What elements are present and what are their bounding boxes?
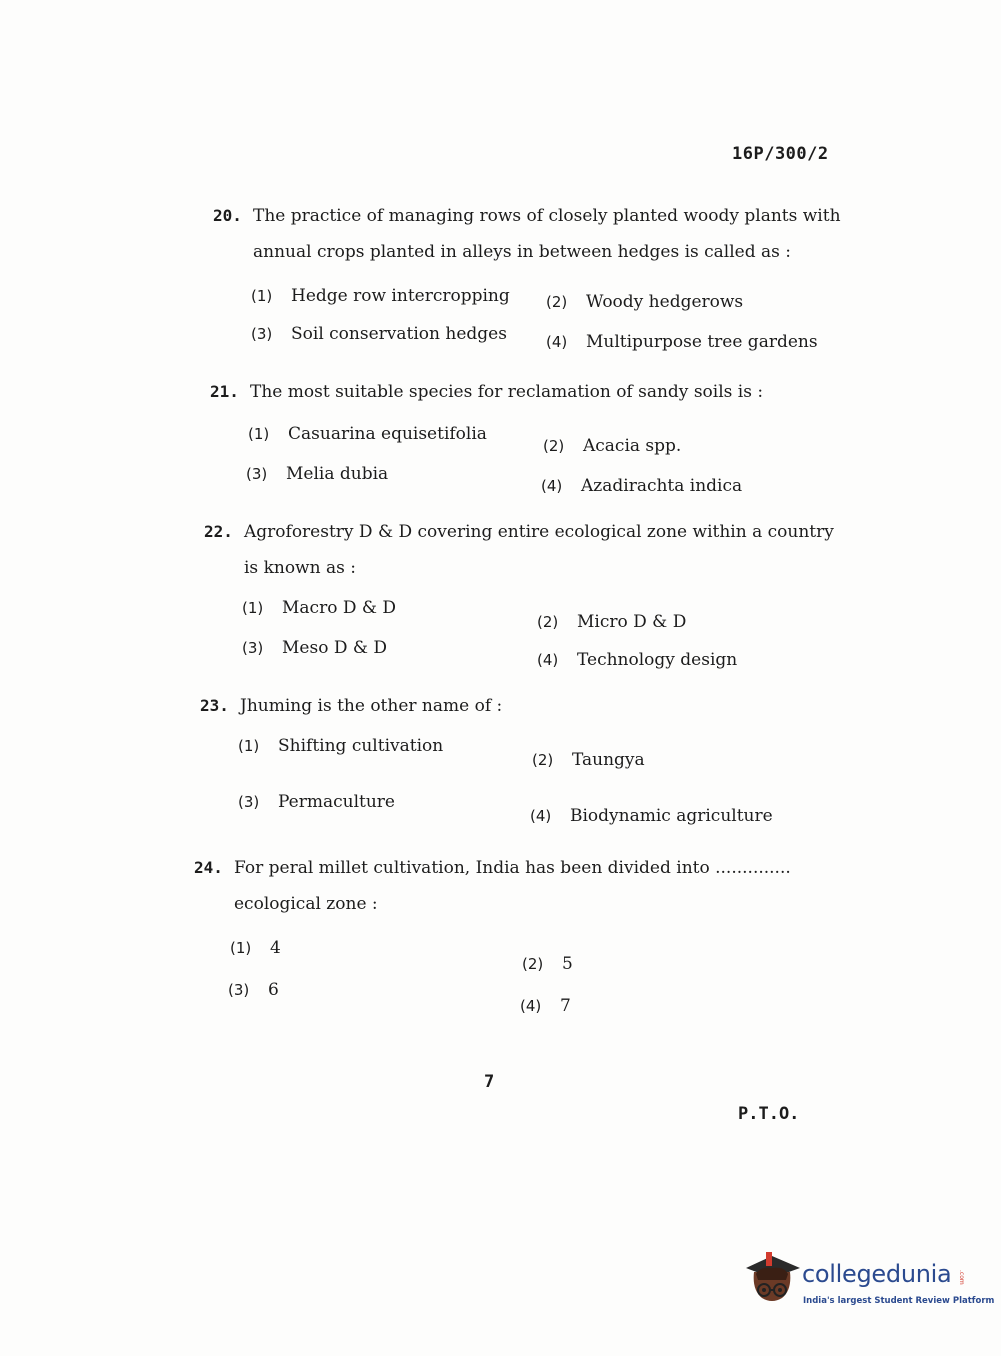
option-text: Shifting cultivation — [278, 736, 444, 756]
option-3 — [228, 972, 279, 1008]
question-number: 21. — [210, 382, 239, 401]
option-text: Casuarina equisetifolia — [288, 424, 487, 444]
option-3 — [251, 316, 507, 352]
option-text: Micro D & D — [577, 612, 687, 632]
option-3 — [246, 456, 388, 492]
question-text: Jhuming is the other name of : — [240, 696, 503, 716]
question-21 — [210, 374, 850, 504]
option-4 — [546, 324, 818, 360]
option-text: Taungya — [572, 750, 645, 770]
option-text: Technology design — [577, 650, 738, 670]
option-number: (3) — [246, 465, 268, 483]
option-1 — [248, 416, 487, 452]
question-22 — [204, 514, 844, 674]
option-number: (2) — [546, 293, 568, 311]
option-text: 7 — [560, 996, 571, 1016]
option-2 — [532, 742, 645, 778]
option-text: Woody hedgerows — [586, 292, 744, 312]
option-number: (2) — [543, 437, 565, 455]
option-2 — [546, 284, 743, 320]
option-4 — [537, 642, 737, 678]
option-text: Soil conservation hedges — [291, 324, 507, 344]
option-number: (1) — [251, 287, 273, 305]
question-number: 20. — [213, 206, 242, 225]
collegedunia-watermark — [740, 1248, 995, 1318]
question-text: The most suitable species for reclamation of sandy soils is : — [250, 382, 764, 402]
option-number: (4) — [541, 477, 563, 495]
brand-domain: .com — [958, 1270, 965, 1285]
option-2 — [543, 428, 681, 464]
option-number: (1) — [230, 939, 252, 957]
option-number: (3) — [228, 981, 250, 999]
option-number: (4) — [530, 807, 552, 825]
question-text: The practice of managing rows of closely planted woody plants with annual crops planted in alleys in between hedges is called as : — [253, 206, 841, 262]
question-text: For peral millet cultivation, India has been divided into .............. ecological zone : — [234, 858, 791, 914]
option-1 — [230, 930, 281, 966]
option-number: (1) — [242, 599, 264, 617]
option-text: 6 — [268, 980, 279, 1000]
option-number: (3) — [251, 325, 273, 343]
paper-code: 16P/300/2 — [732, 144, 829, 164]
option-text: Multipurpose tree gardens — [586, 332, 818, 352]
option-number: (4) — [520, 997, 542, 1015]
option-number: (4) — [546, 333, 568, 351]
option-text: Meso D & D — [282, 638, 388, 658]
option-text: Permaculture — [278, 792, 395, 812]
student-mascot-icon — [742, 1250, 802, 1310]
option-2 — [537, 604, 686, 640]
question-text: Agroforestry D & D covering entire ecological zone within a country is known as : — [244, 522, 834, 578]
option-text: 4 — [270, 938, 281, 958]
option-1 — [242, 590, 396, 626]
question-24 — [194, 850, 834, 1020]
option-text: Azadirachta indica — [581, 476, 743, 496]
option-number: (2) — [522, 955, 544, 973]
option-text: Acacia spp. — [583, 436, 682, 456]
option-4 — [530, 798, 773, 834]
option-4 — [520, 988, 571, 1024]
option-3 — [238, 784, 395, 820]
option-number: (3) — [238, 793, 260, 811]
option-text: Macro D & D — [282, 598, 397, 618]
question-20 — [213, 198, 853, 368]
question-number: 23. — [200, 696, 229, 715]
option-number: (4) — [537, 651, 559, 669]
option-number: (2) — [537, 613, 559, 631]
option-number: (1) — [238, 737, 260, 755]
option-1 — [238, 728, 443, 764]
question-number: 22. — [204, 522, 233, 541]
option-number: (2) — [532, 751, 554, 769]
option-1 — [251, 278, 510, 314]
question-number: 24. — [194, 858, 223, 877]
option-2 — [522, 946, 573, 982]
page-number: 7 — [484, 1072, 495, 1092]
option-4 — [541, 468, 742, 504]
question-23 — [200, 688, 840, 838]
option-text: Hedge row intercropping — [291, 286, 510, 306]
option-text: Melia dubia — [286, 464, 389, 484]
option-text: Biodynamic agriculture — [570, 806, 773, 826]
option-3 — [242, 630, 387, 666]
option-number: (1) — [248, 425, 270, 443]
option-number: (3) — [242, 639, 264, 657]
brand-tagline: India's largest Student Review Platform — [803, 1296, 995, 1306]
brand-wordmark: collegedunia — [802, 1260, 952, 1288]
pto-marker: P.T.O. — [738, 1104, 800, 1124]
option-text: 5 — [562, 954, 573, 974]
